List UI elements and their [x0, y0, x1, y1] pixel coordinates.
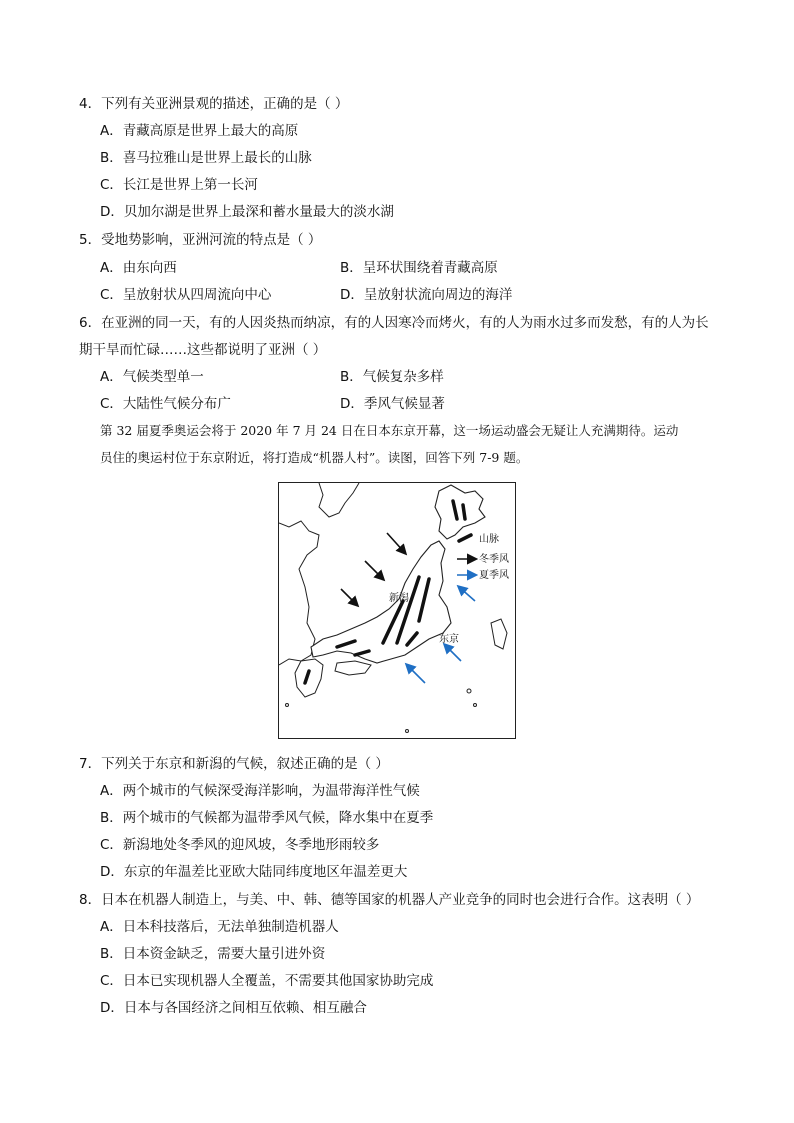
q5-option-c: C．呈放射状从四周流向中心 — [100, 287, 272, 303]
q5-option-d: D．呈放射状流向周边的海洋 — [340, 287, 513, 303]
q6-option-c: C．大陆性气候分布广 — [100, 396, 231, 412]
q6-stem-line2: 期干旱而忙碌……这些都说明了亚洲（ ） — [79, 342, 327, 358]
q7-option-a: A．两个城市的气候深受海洋影响，为温带海洋性气候 — [100, 783, 420, 799]
q7-option-d: D．东京的年温差比亚欧大陆同纬度地区年温差更大 — [100, 864, 408, 880]
japan-map-figure — [278, 482, 516, 739]
mainland-coast — [279, 521, 319, 665]
intro-line1: 第 32 届夏季奥运会将于 2020 年 7 月 24 日在日本东京开幕，这一场运动盛会无疑让人充满期待。运动 — [100, 423, 679, 438]
legend-mountain-label: 山脉 — [479, 534, 499, 545]
q7-option-c: C．新潟地处冬季风的迎风坡，冬季地形雨较多 — [100, 837, 380, 853]
label-tokyo: 东京 — [439, 634, 459, 645]
q4-option-d: D．贝加尔湖是世界上最深和蓄水量最大的淡水湖 — [100, 204, 394, 220]
q5-option-a: A．由东向西 — [100, 260, 177, 276]
q4-option-b: B．喜马拉雅山是世界上最长的山脉 — [100, 150, 312, 166]
q5-stem: 5．受地势影响，亚洲河流的特点是（ ） — [79, 232, 322, 248]
q6-option-b: B．气候复杂多样 — [340, 369, 444, 385]
q6-option-a: A．气候类型单一 — [100, 369, 204, 385]
kyushu — [295, 659, 323, 697]
map-legend — [457, 532, 509, 581]
mainland-north-coast — [319, 483, 359, 517]
q8-option-a: A．日本科技落后，无法单独制造机器人 — [100, 919, 339, 935]
island-east — [491, 619, 507, 649]
legend-winter-label: 冬季风 — [479, 554, 509, 565]
hokkaido — [435, 485, 485, 539]
q7-stem: 7．下列关于东京和新潟的气候，叙述正确的是（ ） — [79, 756, 389, 772]
legend-summer-label: 夏季风 — [479, 570, 509, 581]
q8-option-c: C．日本已实现机器人全覆盖，不需要其他国家协助完成 — [100, 973, 434, 989]
intro-line2: 员住的奥运村位于东京附近，将打造成“机器人村”。读图，回答下列 7-9 题。 — [100, 450, 529, 465]
japan-map — [279, 483, 515, 738]
q4-option-a: A．青藏高原是世界上最大的高原 — [100, 123, 299, 139]
q4-stem: 4．下列有关亚洲景观的描述，正确的是（ ） — [79, 96, 349, 112]
legend-mountain-symbol — [459, 535, 471, 541]
q8-stem: 8．日本在机器人制造上，与美、中、韩、德等国家的机器人产业竞争的同时也会进行合作。这表明（ ） — [79, 892, 700, 908]
q6-stem-line1: 6．在亚洲的同一天，有的人因炎热而纳凉，有的人因寒冷而烤火，有的人为雨水过多而发愁，有的人为长 — [79, 315, 709, 331]
q8-option-b: B．日本资金缺乏，需要大量引进外资 — [100, 946, 326, 962]
q6-option-d: D．季风气候显著 — [340, 396, 445, 412]
label-niigata: 新潟 — [389, 593, 409, 604]
q5-option-b: B．呈环状围绕着青藏高原 — [340, 260, 498, 276]
honshu — [311, 541, 451, 663]
q8-option-d: D．日本与各国经济之间相互依赖、相互融合 — [100, 1000, 367, 1016]
q7-option-b: B．两个城市的气候都为温带季风气候，降水集中在夏季 — [100, 810, 434, 826]
shikoku — [335, 661, 371, 675]
q4-option-c: C．长江是世界上第一长河 — [100, 177, 258, 193]
